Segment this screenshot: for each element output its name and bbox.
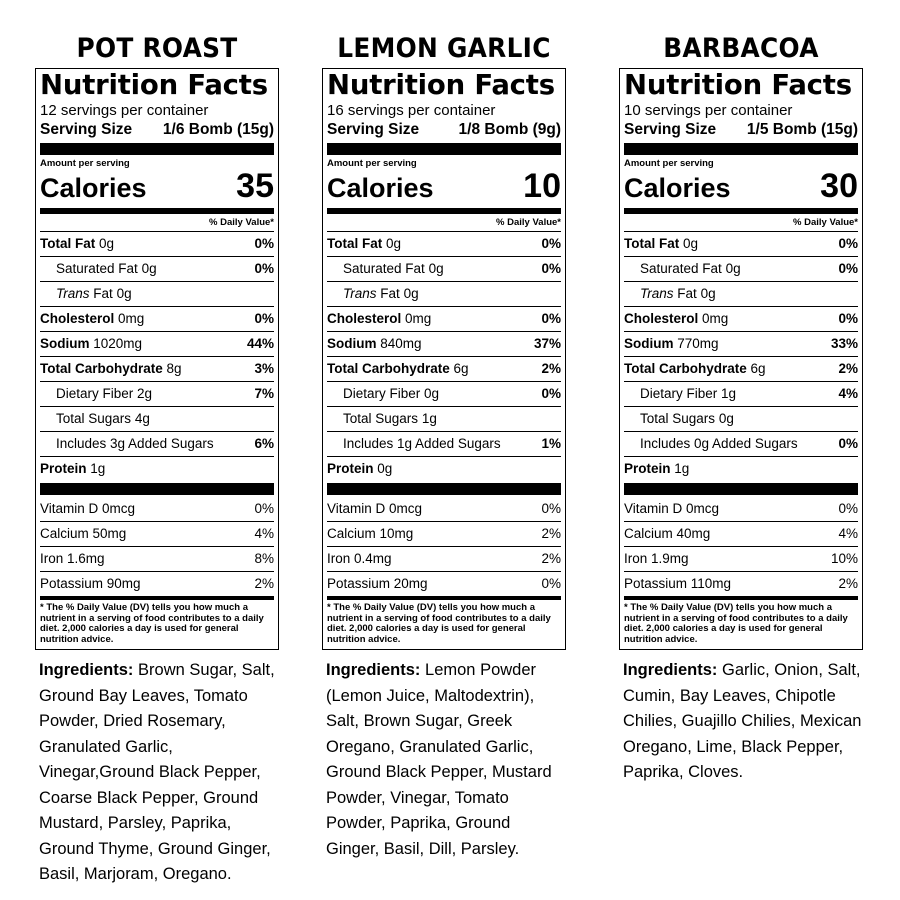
potassium-label: Potassium 20mg — [327, 576, 428, 591]
saturated-fat-row — [624, 257, 858, 282]
saturated-fat-dv: 0% — [541, 261, 561, 276]
calcium-dv: 2% — [541, 526, 561, 541]
serving-size — [40, 120, 274, 140]
dietary-fiber-amount: 0g — [424, 386, 440, 401]
total-sugars-amount: 1g — [421, 411, 437, 426]
total-carbohydrate-dv: 3% — [254, 361, 274, 376]
cholesterol-dv: 0% — [541, 311, 561, 326]
dietary-fiber-dv: 7% — [254, 386, 274, 401]
cholesterol-label: Cholesterol — [327, 311, 402, 326]
saturated-fat-dv: 0% — [838, 261, 858, 276]
total-fat-amount: 0g — [99, 236, 115, 251]
vitamin-d-row — [624, 497, 858, 522]
nutrition-facts-label — [322, 68, 566, 650]
trans-fat-label: Fat — [677, 286, 697, 301]
ingredients-text — [619, 658, 863, 786]
total-carbohydrate-row — [327, 357, 561, 382]
trans-fat-label: Fat — [93, 286, 113, 301]
added-sugars-label: Includes 3g Added Sugars — [56, 436, 214, 451]
nutrition-facts-title: Nutrition Facts — [40, 69, 268, 101]
calcium-label: Calcium 40mg — [624, 526, 711, 541]
saturated-fat-row — [327, 257, 561, 282]
dietary-fiber-label: Dietary Fiber — [640, 386, 718, 401]
added-sugars-dv: 0% — [838, 436, 858, 451]
dietary-fiber-dv: 0% — [541, 386, 561, 401]
added-sugars-dv: 6% — [254, 436, 274, 451]
protein-row — [327, 457, 561, 481]
iron-label: Iron 0.4mg — [327, 551, 392, 566]
ingredients-list: Brown Sugar, Salt, Ground Bay Leaves, Tomato Powder, Dried Rosemary, Granulated Garlic, Vinegar,Ground Black Pepper, Coarse Black Pepper, Ground Mustard, Parsley, Paprika, Ground Thyme, Ground Ginger, Basil, Marjoram, Oregano. — [39, 661, 275, 883]
calories-label: Calories — [40, 173, 147, 203]
added-sugars-row — [624, 432, 858, 457]
added-sugars-row — [40, 432, 274, 457]
cholesterol-row — [40, 307, 274, 332]
serving-size — [624, 120, 858, 140]
vitamin-d-dv: 0% — [541, 501, 561, 516]
total-fat-amount: 0g — [386, 236, 402, 251]
added-sugars-row — [327, 432, 561, 457]
potassium-row — [327, 572, 561, 596]
thick-divider-vitamins — [327, 483, 561, 495]
total-fat-dv: 0% — [838, 236, 858, 251]
trans-fat-amount: 0g — [700, 286, 716, 301]
sodium-amount: 770mg — [677, 336, 719, 351]
calories-label: Calories — [624, 173, 731, 203]
sodium-dv: 44% — [246, 336, 274, 351]
iron-label: Iron 1.9mg — [624, 551, 689, 566]
total-sugars-row — [624, 407, 858, 432]
total-fat-amount: 0g — [683, 236, 699, 251]
vitamin-d-label: Vitamin D 0mcg — [327, 501, 423, 516]
thick-divider-vitamins — [40, 483, 274, 495]
nutrition-facts-title: Nutrition Facts — [327, 69, 555, 101]
sodium-amount: 840mg — [380, 336, 422, 351]
calories-value: 30 — [820, 167, 858, 205]
cholesterol-dv: 0% — [254, 311, 274, 326]
daily-value-footnote: * The % Daily Value (DV) tells you how much a nutrient in a serving of food contributes to a daily diet. 2,000 calories a day is used for general nutrition advice. — [40, 596, 274, 645]
total-fat-row — [327, 232, 561, 257]
protein-label: Protein — [624, 461, 671, 476]
calories-label: Calories — [327, 173, 434, 203]
total-carbohydrate-label: Total Carbohydrate — [327, 361, 450, 376]
sodium-label: Sodium — [624, 336, 674, 351]
iron-row — [327, 547, 561, 572]
trans-fat-label-italic: Trans — [343, 286, 377, 301]
vitamin-d-dv: 0% — [254, 501, 274, 516]
servings-per-container: 12 servings per container — [40, 102, 209, 119]
calcium-row — [40, 522, 274, 547]
servings-per-container: 16 servings per container — [327, 102, 496, 119]
potassium-dv: 2% — [838, 576, 858, 591]
total-fat-label: Total Fat — [40, 236, 96, 251]
cholesterol-amount: 0mg — [405, 311, 432, 326]
total-fat-row — [40, 232, 274, 257]
iron-label: Iron 1.6mg — [40, 551, 105, 566]
iron-dv: 10% — [830, 551, 858, 566]
cholesterol-dv: 0% — [838, 311, 858, 326]
product-name: POT ROAST — [76, 33, 238, 64]
total-carbohydrate-amount: 6g — [750, 361, 766, 376]
calcium-dv: 4% — [254, 526, 274, 541]
calories-row — [327, 169, 561, 203]
saturated-fat-amount: 0g — [428, 261, 444, 276]
sodium-dv: 33% — [830, 336, 858, 351]
nutrition-panel-barbacoa — [619, 30, 863, 786]
trans-fat-amount: 0g — [116, 286, 132, 301]
protein-amount: 0g — [377, 461, 393, 476]
dietary-fiber-row — [624, 382, 858, 407]
total-carbohydrate-label: Total Carbohydrate — [624, 361, 747, 376]
serving-size-value: 1/5 Bomb (15g) — [746, 121, 858, 138]
thick-divider-vitamins — [624, 483, 858, 495]
trans-fat-amount: 0g — [403, 286, 419, 301]
protein-label: Protein — [327, 461, 374, 476]
potassium-label: Potassium 110mg — [624, 576, 732, 591]
sodium-row — [40, 332, 274, 357]
dietary-fiber-amount: 2g — [137, 386, 153, 401]
iron-row — [624, 547, 858, 572]
sodium-dv: 37% — [533, 336, 561, 351]
saturated-fat-label: Saturated Fat — [640, 261, 722, 276]
cholesterol-label: Cholesterol — [624, 311, 699, 326]
dietary-fiber-label: Dietary Fiber — [343, 386, 421, 401]
vitamin-d-label: Vitamin D 0mcg — [624, 501, 720, 516]
calcium-row — [624, 522, 858, 547]
vitamin-d-dv: 0% — [838, 501, 858, 516]
total-fat-dv: 0% — [254, 236, 274, 251]
potassium-dv: 2% — [254, 576, 274, 591]
total-carbohydrate-dv: 2% — [838, 361, 858, 376]
added-sugars-dv: 1% — [541, 436, 561, 451]
amount-per-serving: Amount per serving — [40, 158, 130, 169]
saturated-fat-amount: 0g — [141, 261, 157, 276]
saturated-fat-amount: 0g — [725, 261, 741, 276]
daily-value-header: % Daily Value* — [40, 214, 274, 232]
total-fat-dv: 0% — [541, 236, 561, 251]
total-sugars-label: Total Sugars — [343, 411, 419, 426]
total-sugars-row — [327, 407, 561, 432]
total-carbohydrate-amount: 6g — [453, 361, 469, 376]
saturated-fat-dv: 0% — [254, 261, 274, 276]
cholesterol-amount: 0mg — [118, 311, 145, 326]
added-sugars-label: Includes 1g Added Sugars — [343, 436, 501, 451]
serving-size-value: 1/8 Bomb (9g) — [458, 121, 561, 138]
total-carbohydrate-dv: 2% — [541, 361, 561, 376]
amount-per-serving: Amount per serving — [624, 158, 714, 169]
ingredients-text — [322, 658, 566, 862]
total-carbohydrate-row — [40, 357, 274, 382]
sodium-amount: 1020mg — [93, 336, 143, 351]
iron-dv: 2% — [541, 551, 561, 566]
total-sugars-label: Total Sugars — [640, 411, 716, 426]
potassium-row — [40, 572, 274, 596]
trans-fat-label: Fat — [380, 286, 400, 301]
dietary-fiber-row — [327, 382, 561, 407]
ingredients-label: Ingredients: — [39, 661, 134, 679]
nutrition-facts-label — [619, 68, 863, 650]
nutrition-panel-lemon-garlic — [322, 30, 566, 862]
ingredients-list: Lemon Powder (Lemon Juice, Maltodextrin), Salt, Brown Sugar, Greek Oregano, Granulated Garlic, Ground Black Pepper, Mustard Powder, Vinegar, Tomato Powder, Paprika, Ground Ginger, Basil, Dill, Parsley. — [326, 661, 552, 858]
added-sugars-label: Includes 0g Added Sugars — [640, 436, 798, 451]
calcium-label: Calcium 50mg — [40, 526, 127, 541]
daily-value-header: % Daily Value* — [624, 214, 858, 232]
vitamin-d-row — [40, 497, 274, 522]
nutrition-facts-title: Nutrition Facts — [624, 69, 852, 101]
serving-size-label: Serving Size — [624, 121, 717, 138]
ingredients-list: Garlic, Onion, Salt, Cumin, Bay Leaves, Chipotle Chilies, Guajillo Chilies, Mexican Oregano, Lime, Black Pepper, Paprika, Cloves. — [623, 661, 862, 781]
total-carbohydrate-label: Total Carbohydrate — [40, 361, 163, 376]
saturated-fat-label: Saturated Fat — [56, 261, 138, 276]
iron-row — [40, 547, 274, 572]
cholesterol-label: Cholesterol — [40, 311, 115, 326]
dietary-fiber-amount: 1g — [721, 386, 737, 401]
total-sugars-row — [40, 407, 274, 432]
protein-amount: 1g — [674, 461, 690, 476]
thick-divider — [327, 143, 561, 155]
serving-size-label: Serving Size — [40, 121, 133, 138]
trans-fat-row — [624, 282, 858, 307]
trans-fat-label-italic: Trans — [56, 286, 90, 301]
cholesterol-amount: 0mg — [702, 311, 729, 326]
total-carbohydrate-amount: 8g — [166, 361, 182, 376]
serving-size-label: Serving Size — [327, 121, 420, 138]
sodium-label: Sodium — [327, 336, 377, 351]
daily-value-footnote: * The % Daily Value (DV) tells you how much a nutrient in a serving of food contributes to a daily diet. 2,000 calories a day is used for general nutrition advice. — [624, 596, 858, 645]
serving-size-value: 1/6 Bomb (15g) — [162, 121, 274, 138]
calcium-row — [327, 522, 561, 547]
cholesterol-row — [327, 307, 561, 332]
protein-label: Protein — [40, 461, 87, 476]
calcium-label: Calcium 10mg — [327, 526, 414, 541]
product-name: LEMON GARLIC — [337, 33, 551, 64]
iron-dv: 8% — [254, 551, 274, 566]
protein-row — [40, 457, 274, 481]
total-sugars-amount: 4g — [134, 411, 150, 426]
total-sugars-amount: 0g — [718, 411, 734, 426]
saturated-fat-label: Saturated Fat — [343, 261, 425, 276]
total-fat-label: Total Fat — [327, 236, 383, 251]
trans-fat-label-italic: Trans — [640, 286, 674, 301]
potassium-label: Potassium 90mg — [40, 576, 141, 591]
product-name: BARBACOA — [663, 33, 819, 64]
ingredients-text — [35, 658, 279, 888]
dietary-fiber-row — [40, 382, 274, 407]
daily-value-footnote: * The % Daily Value (DV) tells you how much a nutrient in a serving of food contributes to a daily diet. 2,000 calories a day is used for general nutrition advice. — [327, 596, 561, 645]
serving-size — [327, 120, 561, 140]
calories-value: 35 — [236, 167, 274, 205]
calories-value: 10 — [523, 167, 561, 205]
servings-per-container: 10 servings per container — [624, 102, 793, 119]
trans-fat-row — [40, 282, 274, 307]
nutrition-panel-pot-roast — [35, 30, 279, 888]
sodium-row — [624, 332, 858, 357]
calcium-dv: 4% — [838, 526, 858, 541]
nutrition-facts-label — [35, 68, 279, 650]
thick-divider — [40, 143, 274, 155]
total-fat-label: Total Fat — [624, 236, 680, 251]
protein-row — [624, 457, 858, 481]
total-fat-row — [624, 232, 858, 257]
ingredients-label: Ingredients: — [326, 661, 421, 679]
vitamin-d-row — [327, 497, 561, 522]
dietary-fiber-dv: 4% — [838, 386, 858, 401]
sodium-row — [327, 332, 561, 357]
calories-row — [40, 169, 274, 203]
total-carbohydrate-row — [624, 357, 858, 382]
vitamin-d-label: Vitamin D 0mcg — [40, 501, 136, 516]
calories-row — [624, 169, 858, 203]
cholesterol-row — [624, 307, 858, 332]
daily-value-header: % Daily Value* — [327, 214, 561, 232]
saturated-fat-row — [40, 257, 274, 282]
potassium-dv: 0% — [541, 576, 561, 591]
amount-per-serving: Amount per serving — [327, 158, 417, 169]
ingredients-label: Ingredients: — [623, 661, 718, 679]
thick-divider — [624, 143, 858, 155]
trans-fat-row — [327, 282, 561, 307]
total-sugars-label: Total Sugars — [56, 411, 132, 426]
potassium-row — [624, 572, 858, 596]
protein-amount: 1g — [90, 461, 106, 476]
sodium-label: Sodium — [40, 336, 90, 351]
dietary-fiber-label: Dietary Fiber — [56, 386, 134, 401]
